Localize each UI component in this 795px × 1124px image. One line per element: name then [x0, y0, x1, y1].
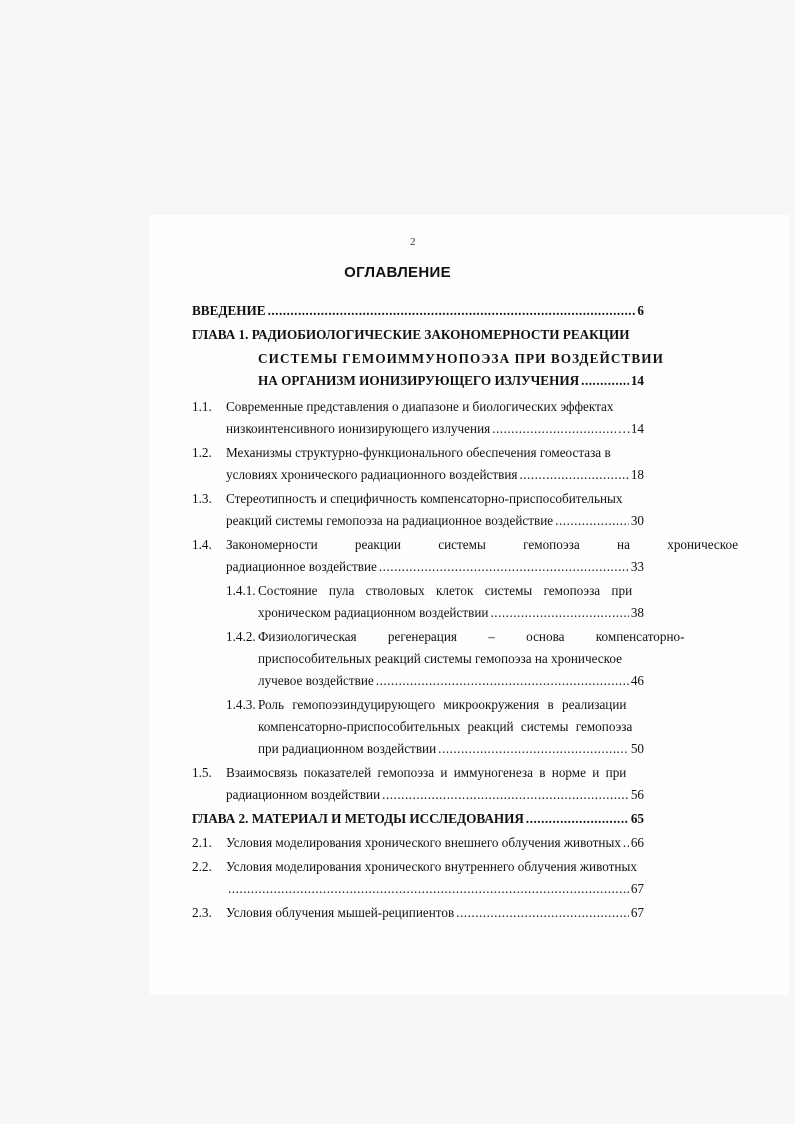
toc-intro[interactable]: [192, 300, 644, 322]
toc-chapter2-label: ГЛАВА 2. МАТЕРИАЛ И МЕТОДЫ ИССЛЕДОВАНИЯ: [192, 811, 524, 826]
toc-s1-3-line2[interactable]: [226, 510, 644, 532]
toc-s1-3-number: 1.3.: [192, 491, 212, 506]
toc-s1-4-2-line2[interactable]: приспособительных реакций системы гемопоэза на хроническое: [258, 651, 622, 666]
toc-chapter2[interactable]: [192, 808, 644, 830]
toc-chapter1-line1[interactable]: ГЛАВА 1. РАДИОБИОЛОГИЧЕСКИЕ ЗАКОНОМЕРНОСТИ РЕАКЦИИ: [192, 327, 630, 342]
toc-s2-1-number: 2.1.: [192, 835, 212, 850]
toc-s2-1-text: Условия моделирования хронического внешнего облучения животных: [226, 835, 621, 850]
toc-s1-4-2-line1[interactable]: Физиологическая регенерация – основа компенсаторно-: [258, 629, 685, 644]
toc-chapter1-page: 14: [630, 373, 644, 388]
toc-title: ОГЛАВЛЕНИЕ: [344, 264, 451, 281]
toc-s1-4-2-line3[interactable]: [258, 670, 644, 692]
toc-intro-page: 6: [637, 303, 644, 318]
toc-s2-2-line1[interactable]: Условия моделирования хронического внутреннего облучения животных: [226, 859, 637, 874]
toc-s1-4-1-page: 38: [630, 605, 644, 620]
leader-dots: [376, 670, 629, 692]
toc-s1-5-number: 1.5.: [192, 765, 212, 780]
toc-intro-label: ВВЕДЕНИЕ: [192, 303, 266, 318]
leader-dots: [456, 902, 629, 924]
toc-s1-1-line2-text: низкоинтенсивного ионизирующего излучения: [226, 421, 491, 436]
toc-s1-4-3-line3[interactable]: [258, 738, 644, 760]
toc-chapter1-line3[interactable]: [258, 370, 644, 392]
toc-s2-2-line2[interactable]: [226, 878, 644, 900]
toc-s1-5-line1[interactable]: Взаимосвязь показателей гемопоэза и иммуногенеза в норме и при: [226, 765, 627, 780]
leader-dots: [555, 510, 629, 532]
toc-s1-4-3-line3-text: при радиационном воздействии: [258, 741, 437, 756]
leader-dots: [382, 784, 629, 806]
leader-dots: [379, 556, 629, 578]
toc-s1-1-line2[interactable]: [226, 418, 644, 440]
toc-s2-3-text: Условия облучения мышей-реципиентов: [226, 905, 455, 920]
leader-dots: [526, 808, 629, 830]
toc-s1-4-1-line1[interactable]: Состояние пула стволовых клеток системы гемопоэза при: [258, 583, 633, 598]
toc-s1-3-line2-text: реакций системы гемопоэза на радиационное воздействие: [226, 513, 554, 528]
toc-s1-1-page: …14: [617, 421, 644, 436]
toc-s1-4-2-page: 46: [630, 673, 644, 688]
toc-s1-2-line2-text: условиях хронического радиационного воздействия: [226, 467, 518, 482]
toc-s2-3-number: 2.3.: [192, 905, 212, 920]
toc-s1-2-page: 18: [630, 467, 644, 482]
toc-s1-5-line2[interactable]: [226, 784, 644, 806]
leader-dots: [519, 464, 628, 486]
leader-dots: [581, 370, 629, 392]
leader-dots: [492, 418, 615, 440]
toc-s1-4-line2-text: радиационное воздействие: [226, 559, 377, 574]
toc-s1-3-line1[interactable]: Стереотипность и специфичность компенсаторно-приспособительных: [226, 491, 623, 506]
toc-s1-2-number: 1.2.: [192, 445, 212, 460]
toc-s1-5-line2-text: радиационном воздействии: [226, 787, 381, 802]
toc-s1-4-3-line1[interactable]: Роль гемопоэзиндуцирующего микроокружения в реализации: [258, 697, 627, 712]
toc-s1-4-1-line2-text: хроническом радиационном воздействии: [258, 605, 489, 620]
toc-s1-4-2-number: 1.4.2.: [226, 629, 256, 644]
toc-s1-4-page: 33: [630, 559, 644, 574]
toc-s2-2-number: 2.2.: [192, 859, 212, 874]
toc-s1-4-3-line2[interactable]: компенсаторно-приспособительных реакций системы гемопоэза: [258, 719, 633, 734]
toc-s1-4-1-number: 1.4.1.: [226, 583, 256, 598]
toc-s1-4-line2[interactable]: [226, 556, 644, 578]
toc-chapter2-page: 65: [630, 811, 644, 826]
toc-chapter1-line2[interactable]: СИСТЕМЫ ГЕМОИММУНОПОЭЗА ПРИ ВОЗДЕЙСТВИИ: [258, 351, 664, 366]
toc-s1-5-page: 56: [630, 787, 644, 802]
toc-s1-2-line1[interactable]: Механизмы структурно-функционального обеспечения гомеостаза в: [226, 445, 611, 460]
leader-dots: [438, 738, 629, 760]
toc-s2-1-page: 66: [630, 835, 644, 850]
toc-s2-3-page: 67: [630, 905, 644, 920]
leader-dots: [228, 878, 629, 900]
leader-dots: [268, 300, 636, 322]
page-number: 2: [410, 236, 416, 248]
leader-dots: [490, 602, 628, 624]
toc-s1-4-2-line3-text: лучевое воздействие: [258, 673, 374, 688]
toc-s1-3-page: 30: [630, 513, 644, 528]
leader-dots: [623, 832, 629, 854]
toc-s1-4-line1[interactable]: Закономерности реакции системы гемопоэза на хроническое: [226, 537, 739, 552]
toc-s1-4-number: 1.4.: [192, 537, 212, 552]
toc-s2-3[interactable]: [226, 902, 644, 924]
toc-s2-2-page: 67: [630, 881, 644, 896]
toc-s1-4-3-number: 1.4.3.: [226, 697, 256, 712]
toc-s1-4-1-line2[interactable]: [258, 602, 644, 624]
toc-s1-1-line1[interactable]: Современные представления о диапазоне и биологических эффектах: [226, 399, 614, 414]
toc-s1-2-line2[interactable]: [226, 464, 644, 486]
toc-s1-1-number: 1.1.: [192, 399, 212, 414]
toc-s1-4-3-page: 50: [630, 741, 644, 756]
toc-chapter1-line3-text: НА ОРГАНИЗМ ИОНИЗИРУЮЩЕГО ИЗЛУЧЕНИЯ: [258, 373, 580, 388]
toc-s2-1[interactable]: [226, 832, 644, 854]
